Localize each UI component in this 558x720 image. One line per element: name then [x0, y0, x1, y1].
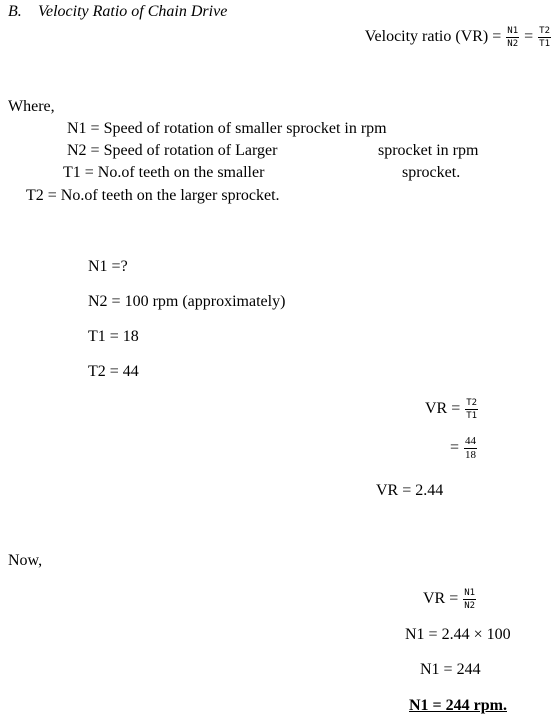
definition-t1: T1 = No.of teeth on the smaller — [63, 164, 265, 181]
fraction-n1-n2 — [463, 588, 476, 611]
section-letter: B. — [8, 3, 22, 20]
given-t1: T1 = 18 — [88, 328, 139, 345]
fraction-numerator: T2 — [466, 398, 478, 408]
formula-lhs: Velocity ratio (VR) = — [364, 28, 502, 46]
definition-n2-cont: sprocket in rpm — [378, 142, 479, 159]
calc-vr-lhs: VR = — [425, 400, 461, 418]
fraction-denominator: T1 — [466, 411, 478, 421]
velocity-ratio-formula — [365, 26, 552, 49]
fraction-denominator: T1 — [539, 39, 550, 49]
given-n1: N1 =? — [88, 258, 128, 275]
fraction-numerator: N1 — [464, 588, 476, 598]
definition-n2: N2 = Speed of rotation of Larger — [67, 142, 278, 159]
fraction-44-18 — [464, 436, 477, 461]
fraction-denominator: N2 — [507, 39, 519, 49]
fraction-denominator: N2 — [464, 601, 476, 611]
fraction-denominator: 18 — [465, 449, 477, 461]
calc-vr-formula — [425, 398, 479, 421]
now-step-1: N1 = 2.44 × 100 — [405, 626, 511, 643]
fraction-numerator: 44 — [465, 435, 477, 447]
section-title: Velocity Ratio of Chain Drive — [38, 3, 228, 20]
calc-equals: = — [450, 439, 460, 457]
calc-vr-values — [450, 436, 478, 461]
definition-t2: T2 = No.of teeth on the larger sprocket. — [26, 187, 280, 204]
now-label: Now, — [8, 552, 43, 569]
final-answer: N1 = 244 rpm. — [409, 697, 507, 714]
fraction-t2-t1 — [538, 26, 551, 49]
given-n2: N2 = 100 rpm (approximately) — [88, 293, 286, 310]
now-vr-formula — [423, 588, 477, 611]
calc-vr-result: VR = 2.44 — [376, 482, 444, 499]
fraction-numerator: N1 — [507, 26, 519, 36]
given-t2: T2 = 44 — [88, 363, 139, 380]
now-vr-lhs: VR = — [423, 590, 459, 608]
formula-equals: = — [524, 28, 534, 46]
definition-t1-cont: sprocket. — [402, 164, 461, 181]
now-step-2: N1 = 244 — [420, 661, 481, 678]
definition-n1: N1 = Speed of rotation of smaller sprocket in rpm — [67, 120, 387, 137]
fraction-t2-t1 — [465, 398, 478, 421]
where-label: Where, — [8, 98, 55, 115]
section-heading — [8, 3, 227, 21]
fraction-n1-n2 — [506, 26, 519, 49]
fraction-numerator: T2 — [539, 26, 550, 36]
